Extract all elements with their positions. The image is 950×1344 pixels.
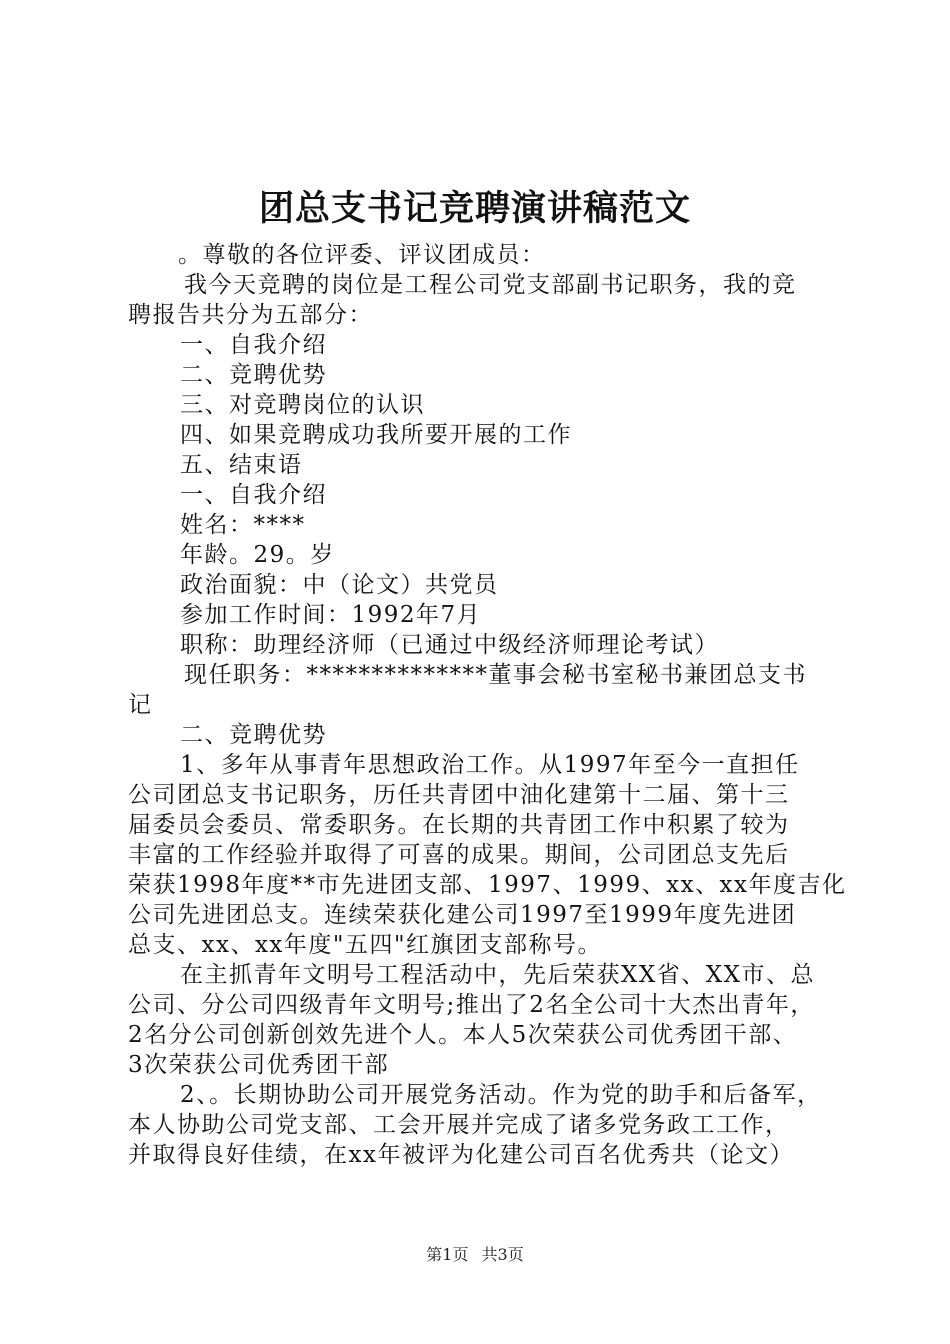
paragraph-line: 并取得良好佳绩，在xx年被评为化建公司百名优秀共（论文） xyxy=(128,1142,794,1168)
outline-item: 一、自我介绍 xyxy=(180,332,327,358)
outline-item: 五、结束语 xyxy=(180,452,303,478)
paragraph-line: 荣获1998年度**市先进团支部、1997、1999、xx、xx年度吉化 xyxy=(128,872,847,898)
outline-item: 四、如果竞聘成功我所要开展的工作 xyxy=(180,422,572,448)
paragraph-line: 1、多年从事青年思想政治工作。从1997年至今一直担任 xyxy=(180,752,800,778)
paragraph-line: 记 xyxy=(128,692,153,718)
profile-work-start: 参加工作时间：1992年7月 xyxy=(180,602,482,628)
salutation-line: 。尊敬的各位评委、评议团成员： xyxy=(178,242,546,268)
section-heading: 一、自我介绍 xyxy=(180,482,327,508)
profile-political-status: 政治面貌：中（论文）共党员 xyxy=(180,572,499,598)
profile-title: 职称：助理经济师（已通过中级经济师理论考试） xyxy=(180,632,719,658)
paragraph-line: 丰富的工作经验并取得了可喜的成果。期间，公司团总支先后 xyxy=(128,842,790,868)
paragraph-line: 公司团总支书记职务，历任共青团中油化建第十二届、第十三 xyxy=(128,782,790,808)
section-heading: 二、竞聘优势 xyxy=(180,722,327,748)
paragraph-line: 本人协助公司党支部、工会开展并完成了诸多党务政工工作， xyxy=(128,1112,790,1138)
paragraph-line: 在主抓青年文明号工程活动中，先后荣获XX省、XX市、总 xyxy=(180,962,815,988)
paragraph-line: 2、。长期协助公司开展党务活动。作为党的助手和后备军， xyxy=(180,1082,822,1108)
page-footer xyxy=(0,1242,950,1265)
paragraph-line: 2名分公司创新创效先进个人。本人5次荣获公司优秀团干部、 xyxy=(128,1022,798,1048)
paragraph-line: 届委员会委员、常委职务。在长期的共青团工作中积累了较为 xyxy=(128,812,790,838)
page-total: 共3页 xyxy=(481,1245,524,1264)
paragraph-line: 3次荣获公司优秀团干部 xyxy=(128,1052,390,1078)
paragraph-line: 聘报告共分为五部分： xyxy=(128,302,373,328)
profile-current-position: 现任职务：**************董事会秘书室秘书兼团总支书 xyxy=(184,662,807,688)
outline-item: 二、竞聘优势 xyxy=(180,362,327,388)
profile-name: 姓名：**** xyxy=(180,512,306,538)
page-number: 第1页 xyxy=(426,1245,469,1264)
paragraph-line: 公司、分公司四级青年文明号;推出了2名全公司十大杰出青年， xyxy=(128,992,815,1018)
outline-item: 三、对竞聘岗位的认识 xyxy=(180,392,425,418)
paragraph-line: 总支、xx、xx年度"五四"红旗团支部称号。 xyxy=(128,932,603,958)
paragraph-line: 我今天竞聘的岗位是工程公司党支部副书记职务，我的竞 xyxy=(184,272,797,298)
paragraph-line: 公司先进团总支。连续荣获化建公司1997至1999年度先进团 xyxy=(128,902,797,928)
document-body xyxy=(128,240,847,1170)
profile-age: 年龄。29。岁 xyxy=(180,542,335,568)
document-title: 团总支书记竞聘演讲稿范文 xyxy=(258,188,691,229)
